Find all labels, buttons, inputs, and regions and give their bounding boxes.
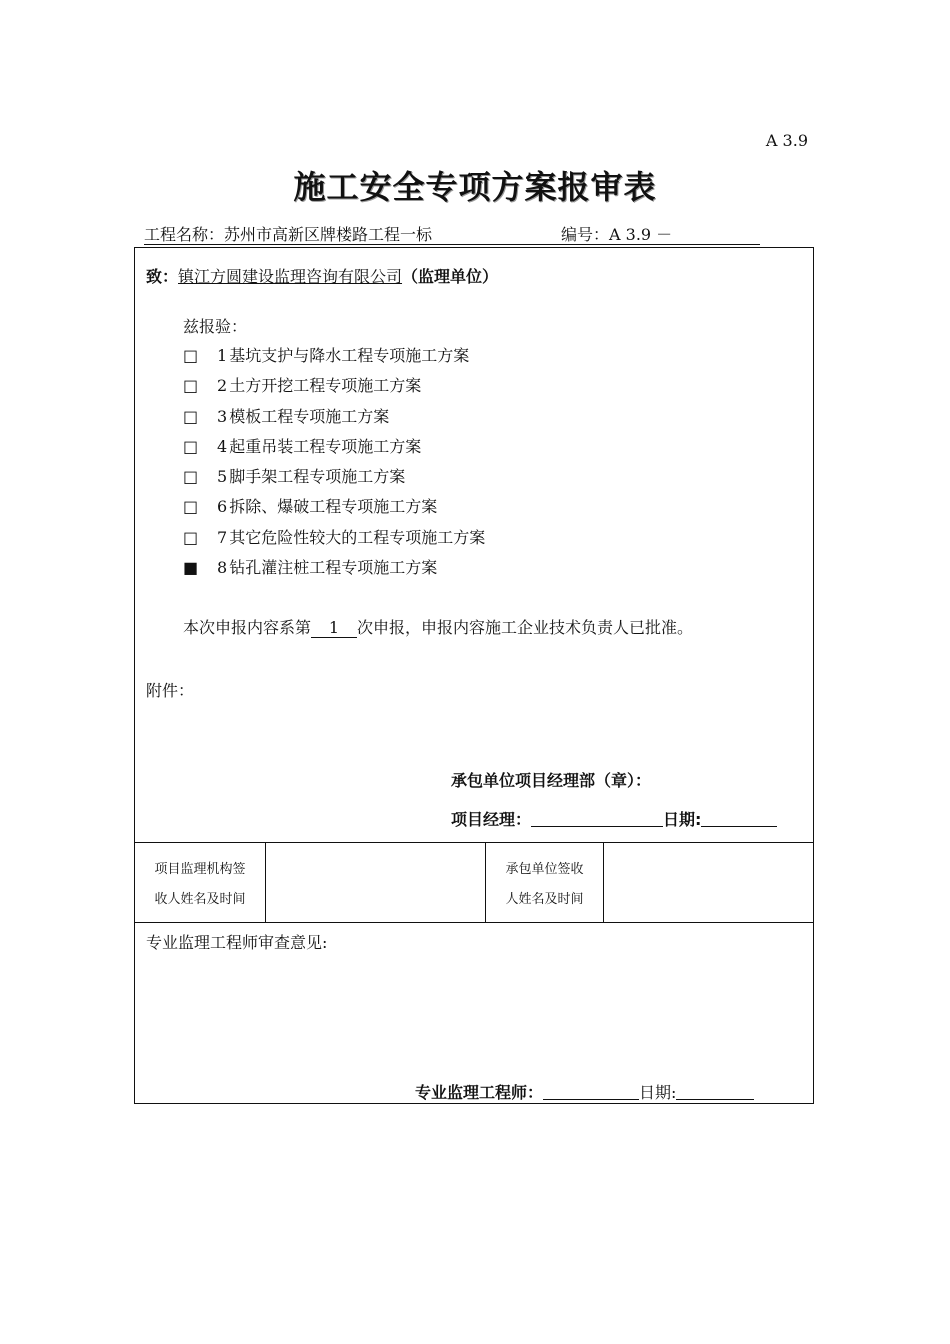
pm-signature-line: [451, 807, 777, 830]
form-code: A 3.9: [765, 131, 808, 150]
submission-section: [135, 248, 813, 843]
submission-count: [183, 615, 693, 638]
item-text: 模板工程专项施工方案: [229, 406, 390, 426]
list-item: [183, 402, 485, 432]
supervisor-receipt-line-2: 收人姓名及时间: [154, 892, 246, 907]
item-number: 7: [217, 527, 228, 547]
list-item: [183, 523, 485, 553]
count-before: 本次申报内容系第: [183, 618, 312, 637]
list-item: [183, 432, 485, 462]
intro-text: 兹报验：: [183, 317, 248, 336]
form-sheet: [134, 247, 814, 1104]
item-number: 6: [217, 497, 228, 517]
item-text: 脚手架工程专项施工方案: [229, 467, 406, 487]
checkbox[interactable]: □: [183, 406, 199, 426]
checkbox[interactable]: □: [183, 527, 199, 547]
list-item: [183, 462, 485, 492]
pm-date-label: 日期:: [663, 810, 702, 829]
checkbox[interactable]: □: [183, 376, 199, 396]
item-text: 土方开挖工程专项施工方案: [229, 376, 422, 396]
plan-list: [183, 341, 485, 583]
engineer-date-label: 日期:: [639, 1083, 677, 1102]
list-item: [183, 492, 485, 522]
item-text: 起重吊装工程专项施工方案: [229, 436, 422, 456]
page-title: 施工安全专项方案报审表: [293, 168, 657, 206]
checkbox[interactable]: □: [183, 467, 199, 487]
count-after: 次申报，申报内容施工企业技术负责人已批准。: [357, 618, 694, 637]
pm-signature-field[interactable]: [531, 810, 663, 827]
item-number: 2: [217, 376, 228, 396]
item-number: 8: [217, 558, 228, 578]
meta-line: [144, 222, 760, 245]
supervisor-receipt-line-1: 项目监理机构签: [154, 862, 246, 877]
contractor-receipt-field[interactable]: [604, 842, 813, 922]
pm-date-field[interactable]: [701, 810, 777, 827]
checkbox[interactable]: □: [183, 346, 199, 365]
attachment-label: 附件：: [146, 681, 195, 700]
review-opinion-label: 专业监理工程师审查意见:: [146, 933, 328, 952]
engineer-label: 专业监理工程师：: [415, 1083, 544, 1102]
item-text: 拆除、爆破工程专项施工方案: [229, 497, 438, 517]
contractor-receipt-line-1: 承包单位签收: [505, 862, 584, 877]
engineer-signature-field[interactable]: [543, 1083, 639, 1100]
pm-label: 项目经理：: [451, 810, 532, 829]
engineer-signature-line: [415, 1080, 754, 1103]
checkbox-checked[interactable]: ■: [183, 558, 199, 578]
form-number-label: 编号：A 3.9 －: [561, 225, 673, 244]
addressee: [146, 264, 498, 287]
contractor-receipt-label: [486, 842, 604, 922]
form-number: [561, 222, 712, 245]
item-number: 5: [217, 467, 228, 487]
item-number: 1: [217, 346, 228, 365]
supervisor-receipt-label: [135, 842, 266, 922]
checkbox[interactable]: □: [183, 497, 199, 517]
list-item: [183, 553, 485, 583]
addressee-suffix: （监理单位）: [402, 267, 499, 286]
contractor-dept-label: 承包单位项目经理部（章）：: [451, 771, 652, 790]
list-item: [183, 371, 485, 401]
count-field[interactable]: 1: [311, 619, 357, 638]
review-section: [135, 922, 813, 1103]
engineer-date-field[interactable]: [676, 1083, 754, 1100]
project-name: 工程名称：苏州市高新区牌楼路工程一标: [144, 225, 433, 244]
item-text: 基坑支护与降水工程专项施工方案: [229, 346, 470, 365]
supervisor-receipt-field[interactable]: [266, 842, 486, 922]
contractor-receipt-line-2: 人姓名及时间: [505, 892, 584, 907]
receipt-row: [135, 842, 813, 923]
item-number: 4: [217, 436, 228, 456]
list-item: [183, 341, 485, 371]
addressee-prefix: 致：: [146, 267, 179, 286]
item-text: 钻孔灌注桩工程专项施工方案: [229, 558, 438, 578]
item-text: 其它危险性较大的工程专项施工方案: [229, 527, 486, 547]
item-number: 3: [217, 406, 228, 426]
supervision-unit: 镇江方圆建设监理咨询有限公司: [178, 267, 403, 286]
checkbox[interactable]: □: [183, 436, 199, 456]
